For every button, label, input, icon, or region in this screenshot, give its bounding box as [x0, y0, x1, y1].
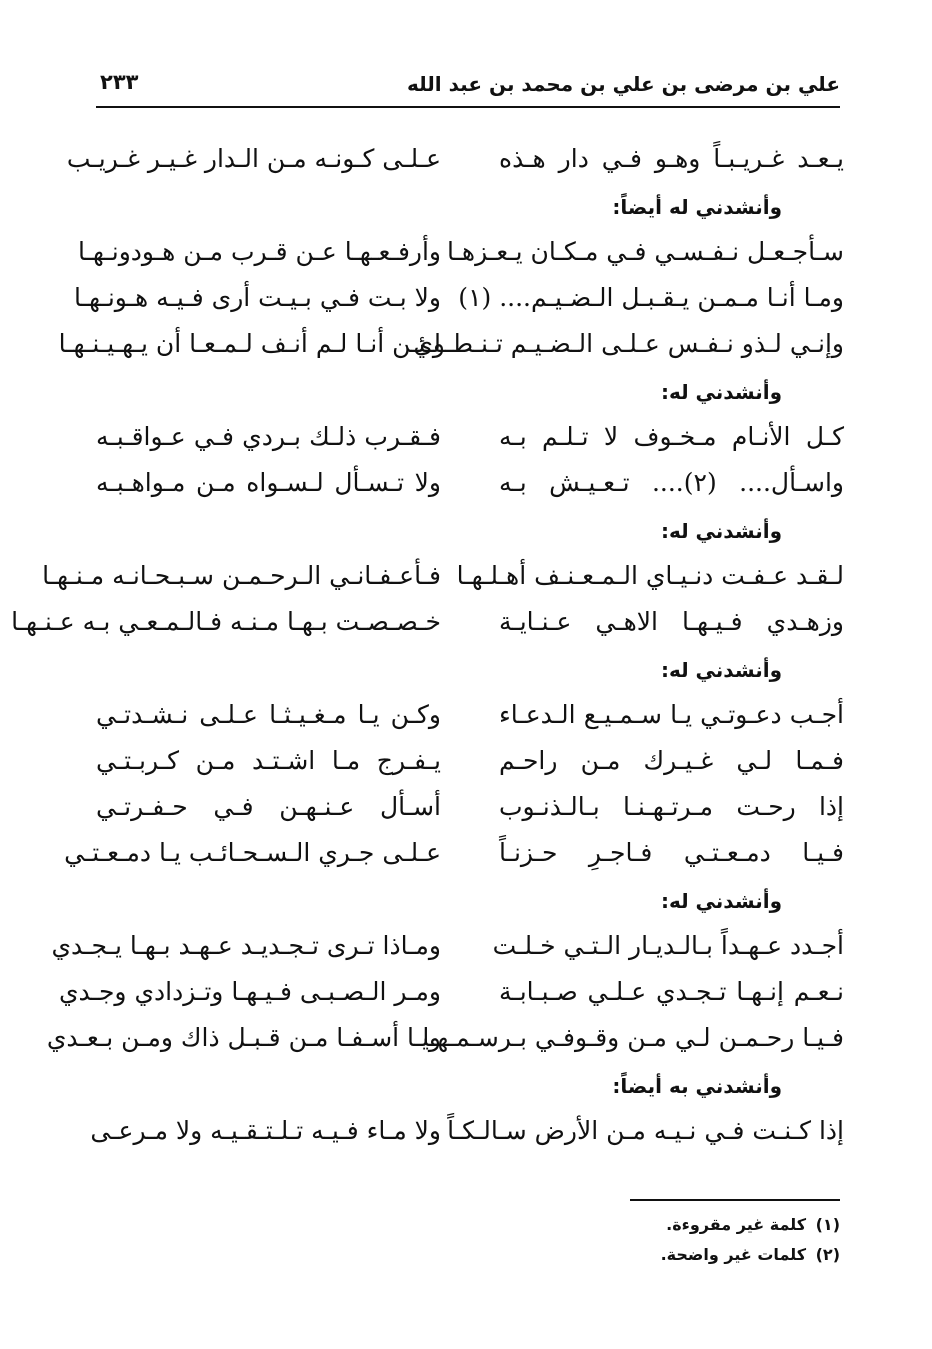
verse-intro: [96, 876, 844, 923]
footnote: [440, 1210, 840, 1240]
verse-first-hemistich: واسـأل.... (٢).... تـعـيـش بـه: [499, 468, 845, 497]
running-title: علي بن مرضى بن علي بن محمد بن عبد الله: [407, 72, 840, 96]
verse-intro-text: وأنشدني له:: [660, 658, 782, 682]
verse-second-hemistich: وأرفـعـهـا عـن قـرب مـن هـودونـهـا: [77, 237, 441, 266]
verse-first-hemistich: سـأجـعـل نـفـسـي فـي مـكـان يـعـزهـا: [446, 237, 844, 266]
verse-line: [96, 738, 844, 784]
verse-first-hemistich: ومـا أنـا مـمـن يـقـبـل الـضـيـم.... (١): [458, 283, 844, 312]
verse-line: [96, 784, 844, 830]
verse-intro: [96, 1061, 844, 1108]
poem-body: [11, 136, 845, 1154]
verse-second-hemistich: وكـن يـا مـغـيـثـا عـلـى نـشـدتـي: [96, 700, 441, 729]
verse-second-hemistich: ولا تـسـأل لـسـواه مـن مـواهـبـه: [96, 468, 441, 497]
verse-line: [74, 275, 844, 321]
verse-first-hemistich: إذا رحـت مـرتـهـنـا بـالـذنـوب: [499, 792, 844, 821]
verse-first-hemistich: إذا كـنـت فـي نـيـه مـن الأرض سـالـكـاً: [447, 1116, 844, 1145]
footnote-text: كلمات غير واضحة.: [660, 1245, 806, 1264]
verse-second-hemistich: ولا بـت فـي بـيـت أرى فـيـه هـونـهـا: [74, 283, 441, 312]
verse-line: [51, 923, 844, 969]
verse-second-hemistich: عـلـى كـونـه مـن الـدار غـيـر غـريـب: [66, 144, 441, 173]
verse-intro: [96, 182, 844, 229]
footnote: [440, 1240, 840, 1270]
verse-intro: [96, 506, 844, 553]
verse-line: [96, 414, 844, 460]
verse-line: [11, 599, 844, 645]
verse-first-hemistich: فـمـا لـي غـيـرك مـن راحـم: [499, 746, 844, 775]
verse-first-hemistich: فـيـا رحـمـن لـي مـن وقـوفـي بـرسـمـهـا: [422, 1023, 844, 1052]
verse-first-hemistich: كـل الأنـام مـخـوف لا تـلـم بـه: [499, 422, 844, 451]
footnote-divider: [630, 1199, 840, 1201]
verse-intro-text: وأنشدني له:: [660, 889, 782, 913]
verse-first-hemistich: أجـدد عـهـداً بـالـديـار الـتـي خـلـت: [492, 931, 844, 960]
footnote-number: (١): [815, 1215, 840, 1234]
verse-intro: [96, 645, 844, 692]
footnote-number: (٢): [815, 1245, 840, 1264]
verse-line: [66, 136, 844, 182]
verse-first-hemistich: وزهـدي فـيـهـا الاهـي عـنـايـة: [499, 607, 844, 636]
verse-second-hemistich: يـفـرج مـا اشـتـد مـن كـربـتـي: [96, 746, 441, 775]
verse-line: [42, 553, 844, 599]
verse-line: [96, 460, 844, 506]
verse-intro-text: وأنشدني له أيضاً:: [612, 195, 782, 219]
verse-first-hemistich: لـقـد عـفـت دنـيـاي الـمـعـنـف أهـلـهـا: [456, 561, 844, 590]
verse-first-hemistich: يـعـد غـريـبـاً وهـو فـي دار هـذه: [499, 144, 844, 173]
page-header: [96, 62, 840, 108]
verse-line: [46, 1015, 844, 1061]
verse-line: [58, 321, 844, 367]
verse-line: [90, 1108, 844, 1154]
verse-line: [58, 969, 844, 1015]
verse-second-hemistich: عـلـى جـري الـسـحـائـب يـا دمـعـتـي: [64, 838, 441, 867]
verse-first-hemistich: نـعـم إنـهـا تـجـدي عـلـي صـبـابـة: [499, 977, 844, 1006]
footnotes: [440, 1210, 840, 1270]
verse-first-hemistich: فـيـا دمـعـتـي فـاجـرِ حـزنـاً: [499, 838, 844, 867]
verse-second-hemistich: فـقـرب ذلـك بـردي فـي عـواقـبـه: [96, 422, 441, 451]
verse-intro-text: وأنشدني به أيضاً:: [612, 1074, 782, 1098]
verse-first-hemistich: وإنـي لـذو نـفـس عـلـى الـضـيـم تـنـطـوي: [413, 329, 844, 358]
page-number: ٢٣٣: [100, 70, 139, 94]
verse-second-hemistich: خـصـصـت بـهـا مـنـه فـالـمـعـي بـه عـنـهـا: [11, 607, 441, 636]
verse-second-hemistich: لـئـن أنـا لـم أنـف لـمـعـا أن يـهـيـنـهـا: [58, 329, 441, 358]
verse-intro-text: وأنشدني له:: [660, 380, 782, 404]
verse-second-hemistich: فـأعـفـانـي الـرحـمـن سـبـحـانـه مـنـهـا: [42, 561, 441, 590]
verse-first-hemistich: أجـب دعـوتـي يـا سـمـيـع الـدعـاء: [499, 700, 844, 729]
verse-second-hemistich: ولا مـاء فـيـه تـلـتـقـيـه ولا مـرعـى: [90, 1116, 441, 1145]
verse-intro: [96, 367, 844, 414]
verse-line: [64, 830, 844, 876]
verse-line: [96, 692, 844, 738]
verse-second-hemistich: أسـأل عـنـهـن فـي حـفـرتـي: [96, 792, 441, 821]
verse-second-hemistich: ويـا أسـفـا مـن قـبـل ذاك ومـن بـعـدي: [46, 1023, 441, 1052]
verse-second-hemistich: ومـاذا تـرى تـجـديـد عـهـد بـهـا يـجـدي: [51, 931, 441, 960]
verse-intro-text: وأنشدني له:: [660, 519, 782, 543]
verse-line: [77, 229, 844, 275]
verse-second-hemistich: ومـر الـصـبـى فـيـهـا وتـزدادي وجـدي: [58, 977, 441, 1006]
footnote-text: كلمة غير مقروءة.: [666, 1215, 806, 1234]
